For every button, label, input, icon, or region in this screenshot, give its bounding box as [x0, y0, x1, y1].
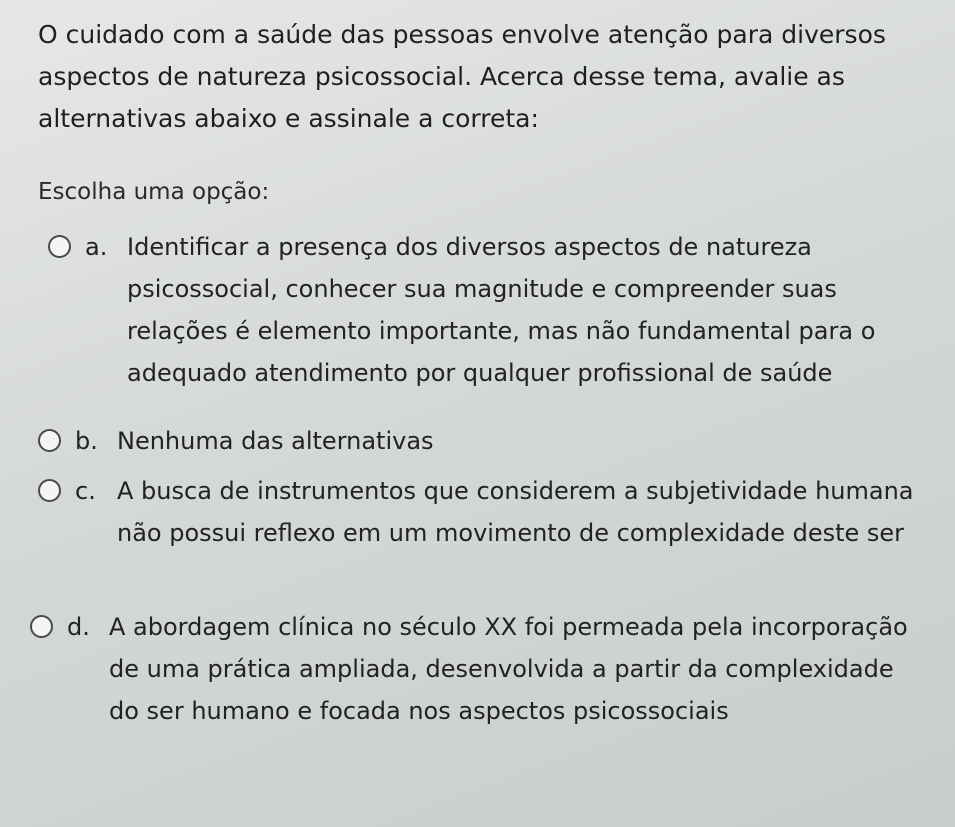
choose-option-label: Escolha uma opção: — [38, 179, 270, 205]
option-b[interactable] — [38, 420, 918, 462]
option-d-radio[interactable] — [30, 615, 53, 638]
option-d[interactable] — [30, 606, 910, 732]
option-a[interactable] — [48, 226, 908, 394]
option-c[interactable] — [38, 470, 918, 554]
option-c-text[interactable]: A busca de instrumentos que considerem a subjetividade humana não possui reflexo em um movimento de complexidade deste ser — [117, 477, 914, 547]
option-a-radio[interactable] — [48, 235, 71, 258]
option-d-text[interactable]: A abordagem clínica no século XX foi permeada pela incorporação de uma prática ampliada, desenvolvida a partir da complexidade do ser humano e focada nos aspectos psicossociais — [109, 613, 908, 725]
option-c-letter: c. — [75, 477, 96, 505]
option-c-radio[interactable] — [38, 479, 61, 502]
option-a-letter: a. — [85, 233, 108, 261]
option-b-letter: b. — [75, 427, 98, 455]
option-a-text[interactable]: Identificar a presença dos diversos aspectos de natureza psicossocial, conhecer sua magnitude e compreender suas relações é elemento importante, mas não fundamental para o adequado atendimento por qualquer profissional de saúde — [127, 233, 876, 387]
option-b-text[interactable]: Nenhuma das alternativas — [117, 427, 434, 455]
option-b-radio[interactable] — [38, 429, 61, 452]
question-text: O cuidado com a saúde das pessoas envolve atenção para diversos aspectos de natureza psicossocial. Acerca desse tema, avalie as alternativas abaixo e assinale a correta: — [38, 20, 886, 133]
option-d-letter: d. — [67, 613, 90, 641]
